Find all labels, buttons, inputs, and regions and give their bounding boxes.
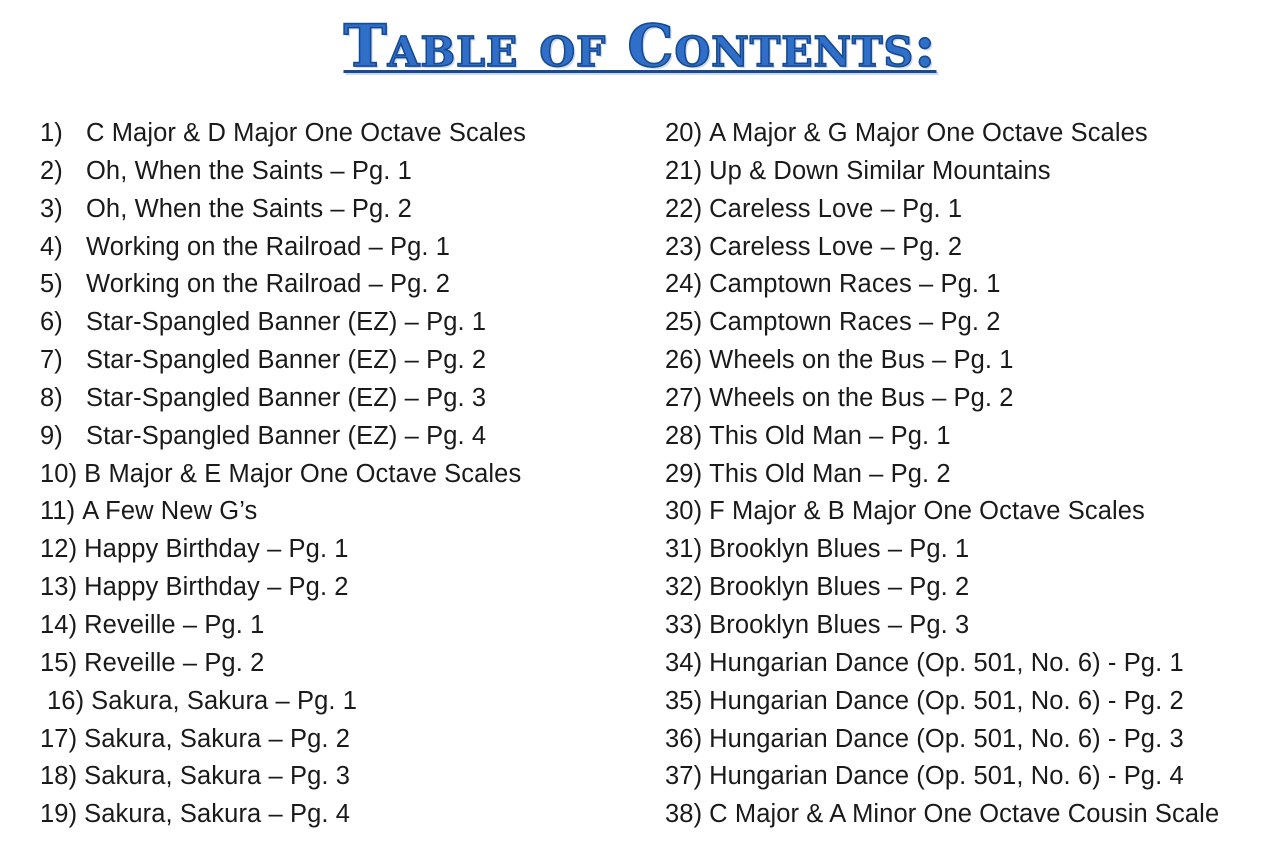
toc-entry xyxy=(40,531,526,569)
toc-entry-title: Careless Love – Pg. 2 xyxy=(709,232,963,261)
toc-entry-number: 13) xyxy=(40,573,78,602)
toc-entry xyxy=(665,266,1219,304)
toc-entry xyxy=(40,229,526,267)
toc-entry-title: Camptown Races – Pg. 2 xyxy=(709,308,1001,337)
toc-entry-title: Reveille – Pg. 1 xyxy=(84,610,265,639)
toc-entry-number: 23) xyxy=(665,232,703,261)
toc-entry-title: Sakura, Sakura – Pg. 3 xyxy=(84,762,351,791)
toc-entry-number: 29) xyxy=(665,459,703,488)
toc-entry xyxy=(665,229,1219,267)
toc-entry xyxy=(665,115,1219,153)
toc-entry xyxy=(665,342,1219,380)
title-container xyxy=(0,14,1280,78)
toc-entry xyxy=(665,758,1219,796)
toc-entry-number: 4) xyxy=(40,232,63,261)
toc-entry xyxy=(40,569,526,607)
toc-entry-number: 27) xyxy=(665,383,703,412)
toc-entry-number: 7) xyxy=(40,346,63,375)
toc-entry-title: C Major & A Minor One Octave Cousin Scale xyxy=(709,800,1220,829)
toc-entry-number: 5) xyxy=(40,270,63,299)
toc-entry-title: F Major & B Major One Octave Scales xyxy=(709,497,1145,526)
toc-entry xyxy=(665,796,1219,834)
toc-entry-number: 20) xyxy=(665,119,703,147)
toc-entry-title: Working on the Railroad – Pg. 1 xyxy=(86,232,451,261)
toc-entry xyxy=(40,493,526,531)
toc-entry-number: 1) xyxy=(40,119,63,147)
toc-entry xyxy=(40,607,526,645)
toc-entry xyxy=(665,304,1219,342)
toc-entry-number: 11) xyxy=(40,497,76,526)
toc-entry xyxy=(665,493,1219,531)
toc-left-column xyxy=(40,115,526,834)
toc-entry xyxy=(40,266,526,304)
toc-entry-number: 34) xyxy=(665,648,703,677)
toc-entry-number: 18) xyxy=(40,762,78,791)
toc-entry-number: 10) xyxy=(40,459,78,488)
toc-entry-title: Star-Spangled Banner (EZ) – Pg. 4 xyxy=(86,421,487,450)
toc-entry xyxy=(40,758,526,796)
toc-entry-number: 8) xyxy=(40,383,63,412)
toc-entry-title: C Major & D Major One Octave Scales xyxy=(86,119,526,147)
toc-entry-title: Star-Spangled Banner (EZ) – Pg. 3 xyxy=(86,383,487,412)
toc-entry xyxy=(40,115,526,153)
toc-entry-title: Brooklyn Blues – Pg. 2 xyxy=(709,573,970,602)
toc-entry-number: 28) xyxy=(665,421,703,450)
toc-entry-title: Hungarian Dance (Op. 501, No. 6) - Pg. 3 xyxy=(709,724,1184,753)
toc-entry-title: Sakura, Sakura – Pg. 1 xyxy=(91,686,358,715)
toc-entry-number: 38) xyxy=(665,800,703,829)
toc-entry-title: Star-Spangled Banner (EZ) – Pg. 1 xyxy=(86,308,487,337)
toc-entry xyxy=(40,796,526,834)
toc-right-column xyxy=(665,115,1219,834)
toc-entry-title: Brooklyn Blues – Pg. 1 xyxy=(709,535,970,564)
toc-entry-title: Sakura, Sakura – Pg. 4 xyxy=(84,800,351,829)
toc-entry-title: B Major & E Major One Octave Scales xyxy=(84,459,522,488)
toc-entry-number: 31) xyxy=(665,535,703,564)
toc-entry-number: 30) xyxy=(665,497,703,526)
toc-entry-title: Hungarian Dance (Op. 501, No. 6) - Pg. 4 xyxy=(709,762,1184,791)
toc-entry-title: This Old Man – Pg. 1 xyxy=(709,421,951,450)
toc-entry-number: 16) xyxy=(47,686,85,715)
toc-entry xyxy=(665,607,1219,645)
toc-entry-number: 14) xyxy=(40,610,78,639)
toc-entry-title: Sakura, Sakura – Pg. 2 xyxy=(84,724,351,753)
toc-entry xyxy=(40,418,526,456)
toc-entry-number: 15) xyxy=(40,648,78,677)
toc-entry xyxy=(665,645,1219,683)
toc-entry-title: A Major & G Major One Octave Scales xyxy=(709,119,1148,147)
toc-entry-number: 22) xyxy=(665,194,703,223)
toc-entry-number: 9) xyxy=(40,421,63,450)
toc-entry-number: 19) xyxy=(40,800,78,829)
toc-entry xyxy=(40,456,526,494)
toc-entry-title: Camptown Races – Pg. 1 xyxy=(709,270,1001,299)
toc-entry xyxy=(665,456,1219,494)
toc-entry-number: 21) xyxy=(665,156,703,185)
toc-entry-number: 3) xyxy=(40,194,63,223)
toc-entry xyxy=(665,191,1219,229)
toc-entry xyxy=(665,569,1219,607)
toc-entry xyxy=(40,191,526,229)
toc-entry-title: Happy Birthday – Pg. 1 xyxy=(84,535,349,564)
toc-entry-title: Wheels on the Bus – Pg. 1 xyxy=(709,346,1014,375)
toc-entry-number: 17) xyxy=(40,724,78,753)
toc-entry xyxy=(40,342,526,380)
toc-entry-number: 35) xyxy=(665,686,703,715)
toc-entry-number: 32) xyxy=(665,573,703,602)
toc-entry-title: Careless Love – Pg. 1 xyxy=(709,194,963,223)
toc-entry-number: 2) xyxy=(40,156,63,185)
toc-entry-title: Wheels on the Bus – Pg. 2 xyxy=(709,383,1014,412)
toc-entry-number: 26) xyxy=(665,346,703,375)
toc-entry-title: This Old Man – Pg. 2 xyxy=(709,459,951,488)
toc-entry-title: Oh, When the Saints – Pg. 1 xyxy=(86,156,412,185)
toc-entry-title: Hungarian Dance (Op. 501, No. 6) - Pg. 2 xyxy=(709,686,1184,715)
toc-entry xyxy=(40,304,526,342)
toc-entry-title: Working on the Railroad – Pg. 2 xyxy=(86,270,451,299)
toc-entry-number: 36) xyxy=(665,724,703,753)
toc-entry xyxy=(665,531,1219,569)
toc-entry-title: Up & Down Similar Mountains xyxy=(709,156,1051,185)
toc-entry xyxy=(665,153,1219,191)
toc-entry xyxy=(665,418,1219,456)
toc-entry-title: Happy Birthday – Pg. 2 xyxy=(84,573,349,602)
toc-entry xyxy=(40,721,526,759)
toc-entry xyxy=(665,683,1219,721)
toc-entry-number: 25) xyxy=(665,308,703,337)
toc-entry-title: Brooklyn Blues – Pg. 3 xyxy=(709,610,970,639)
page-title: Table of Contents: xyxy=(343,12,937,80)
toc-entry xyxy=(40,380,526,418)
toc-entry-title: Hungarian Dance (Op. 501, No. 6) - Pg. 1 xyxy=(709,648,1184,677)
toc-entry-number: 12) xyxy=(40,535,78,564)
toc-entry xyxy=(665,380,1219,418)
toc-entry xyxy=(40,645,526,683)
toc-entry-number: 33) xyxy=(665,610,703,639)
toc-entry-title: A Few New G’s xyxy=(82,497,258,526)
toc-entry xyxy=(40,153,526,191)
toc-entry-title: Oh, When the Saints – Pg. 2 xyxy=(86,194,412,223)
toc-entry-number: 24) xyxy=(665,270,703,299)
toc-entry-number: 6) xyxy=(40,308,63,337)
toc-entry-title: Reveille – Pg. 2 xyxy=(84,648,265,677)
toc-entry-title: Star-Spangled Banner (EZ) – Pg. 2 xyxy=(86,346,487,375)
toc-entry-number: 37) xyxy=(665,762,703,791)
toc-entry xyxy=(665,721,1219,759)
toc-entry xyxy=(40,683,526,721)
